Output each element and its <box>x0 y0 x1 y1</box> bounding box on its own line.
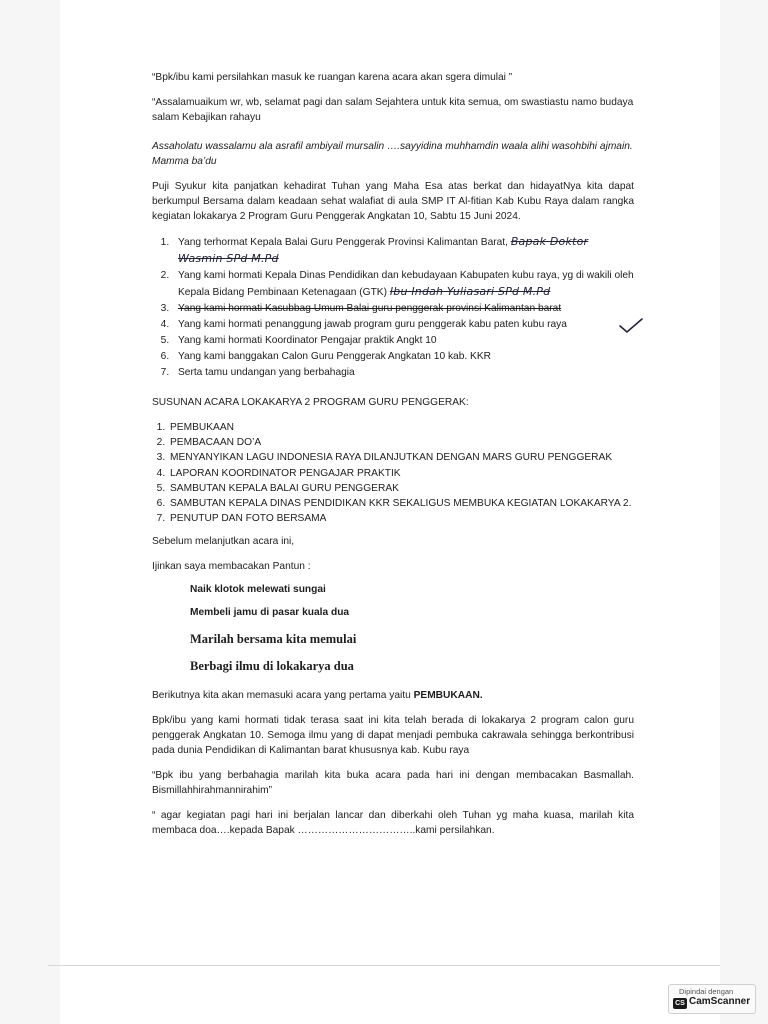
pantun-block <box>152 582 634 674</box>
camscanner-watermark <box>668 984 756 1014</box>
paragraph-salawat: Assaholatu wassalamu ala asrafil ambiyail mursalin ….sayyidina muhhamdin waala alihi wasohbihi ajmain. Mamma ba’du <box>152 141 633 167</box>
pantun-line: Berbagi ilmu di lokakarya dua <box>190 659 354 674</box>
attendee-item: 2. Yang kami hormati Kepala Dinas Pendidikan dan kebudayaan Kabupaten kubu raya, yg di wakili oleh Kepala Bidang Pembinaan Ketenagaan (GTK) Ibu Indah Yuliasari SPd M.Pd <box>172 268 634 301</box>
paragraph-pantun-intro: Ijinkan saya membacakan Pantun : <box>152 561 311 573</box>
agenda-list <box>152 420 634 526</box>
handwritten-note: Ibu Indah Yuliasari SPd M.Pd <box>389 285 551 298</box>
scanner-brand: CamScanner <box>689 996 751 1007</box>
pantun-line: Marilah bersama kita memulai <box>190 632 357 647</box>
handwritten-note: Bapak Doktor Wasmin SPd M.Pd <box>178 235 589 265</box>
pantun-line: Naik klotok melewati sungai <box>190 584 326 596</box>
paragraph-closing-3: “ agar kegiatan pagi hari ini berjalan lancar dan diberkahi oleh Tuhan yg maha kuasa, marilah kita membaca doa….kepada Bapak ……………………………..kami persilahkan. <box>152 810 634 837</box>
agenda-title: SUSUNAN ACARA LOKAKARYA 2 PROGRAM GURU PENGGERAK: <box>152 397 469 408</box>
attendee-item: 5. Yang kami hormati Koordinator Pengajar praktik Angkt 10 <box>172 333 634 349</box>
attendee-item: 6. Yang kami banggakan Calon Guru Penggerak Angkatan 10 kab. KKR <box>172 349 634 365</box>
paragraph-closing-1: Bpk/ibu yang kami hormati tidak terasa saat ini kita telah berada di lokakarya 2 program calon guru penggerak Angkatan 10. Semoga ilmu yang di dapat menjadi pembuka cakrawala sehingga berkontribusi pada dunia Pendidikan di Kalimantan barat khususnya kab. Kubu raya <box>152 715 634 757</box>
agenda-item: 1. PEMBUKAAN <box>168 420 634 435</box>
scanner-caption: Dipindai dengan <box>679 987 734 996</box>
camscanner-logo-icon: CS <box>673 998 687 1009</box>
attendee-item: 1. Yang terhormat Kepala Balai Guru Penggerak Provinsi Kalimantan Barat, Bapak Doktor Wasmin SPd M.Pd <box>172 234 634 268</box>
paragraph-invitation: “Bpk/ibu kami persilahkan masuk ke ruangan karena acara akan sgera dimulai ” <box>152 72 513 83</box>
agenda-item: 5. SAMBUTAN KEPALA BALAI GURU PENGGERAK <box>168 481 634 496</box>
pantun-line: Membeli jamu di pasar kuala dua <box>190 607 350 619</box>
page-divider <box>48 965 720 966</box>
paragraph-gratitude: Puji Syukur kita panjatkan kehadirat Tuhan yang Maha Esa atas berkat dan hidayatNya kita dapat berkumpul Bersama dalam keadaan sehat walafiat di aula SMP IT Al-fitian Kab Kubu Raya dalam rangka kegiatan lokakarya 2 Program Guru Penggerak Angkatan 10, Sabtu 15 Juni 2024. <box>152 181 634 222</box>
attendee-item: 7. Serta tamu undangan yang berbahagia <box>172 365 634 381</box>
agenda-item: 6. SAMBUTAN KEPALA DINAS PENDIDIKAN KKR SEKALIGUS MEMBUKA KEGIATAN LOKAKARYA 2. <box>168 496 634 511</box>
paragraph-closing-2: “Bpk ibu yang berbahagia marilah kita buka acara pada hari ini dengan membacakan Basmallah. Bismillahhirahmannirahim” <box>152 770 634 797</box>
paragraph-before-continue: Sebelum melanjutkan acara ini, <box>152 536 295 548</box>
attendee-item: 4. Yang kami hormati penanggung jawab program guru penggerak kabu paten kubu raya <box>172 317 634 333</box>
document-body <box>152 70 634 838</box>
attendee-list <box>152 234 634 381</box>
paragraph-greeting: “Assalamuaikum wr, wb, selamat pagi dan salam Sejahtera untuk kita semua, om swastiastu namo budaya salam Kebajikan rahayu <box>152 97 634 123</box>
attendee-item-crossed: 3. Yang kami hormati Kasubbag Umum Balai guru penggerak provinsi Kalimantan barat <box>172 301 634 317</box>
agenda-item: 7. PENUTUP DAN FOTO BERSAMA <box>168 511 634 526</box>
checkmark-icon <box>618 316 644 336</box>
paragraph-next-item: Berikutnya kita akan memasuki acara yang pertama yaitu PEMBUKAAN. <box>152 690 483 702</box>
agenda-item: 4. LAPORAN KOORDINATOR PENGAJAR PRAKTIK <box>168 466 634 481</box>
agenda-item: 3. MENYANYIKAN LAGU INDONESIA RAYA DILANJUTKAN DENGAN MARS GURU PENGGERAK <box>168 450 634 465</box>
agenda-item: 2. PEMBACAAN DO’A <box>168 435 634 450</box>
next-item-name: PEMBUKAAN. <box>413 690 483 702</box>
